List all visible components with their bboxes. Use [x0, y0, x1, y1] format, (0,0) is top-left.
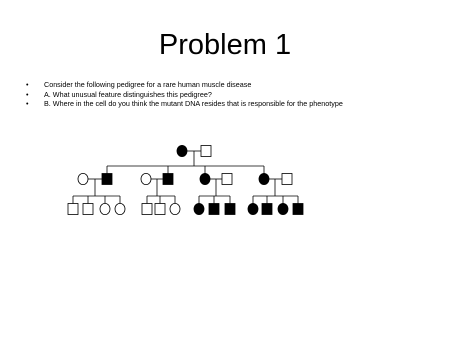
gen3-individual-affected-female-icon — [248, 203, 258, 214]
gen3-individual-affected-male-icon — [262, 204, 272, 215]
gen2-individual-unaffected-male-icon — [222, 174, 232, 185]
gen2-individual-affected-female-icon — [200, 173, 210, 184]
gen2-individual-affected-male-icon — [102, 174, 112, 185]
gen3-individual-affected-female-icon — [278, 203, 288, 214]
slide-title: Problem 1 — [158, 29, 292, 61]
gen3-individual-affected-female-icon — [194, 203, 204, 214]
bullet-text: A. What unusual feature distinguishes this pedigree? — [44, 89, 212, 99]
bullet-text: Consider the following pedigree for a rare human muscle disease — [44, 80, 252, 89]
gen3-individual-affected-male-icon — [209, 204, 219, 215]
gen3-individual-unaffected-male-icon — [83, 204, 93, 215]
bullet-icon: • — [26, 89, 29, 99]
gen2-individual-unaffected-male-icon — [282, 174, 292, 185]
gen3-individual-unaffected-male-icon — [142, 204, 152, 215]
gen3-individual-unaffected-female-icon — [115, 203, 125, 214]
gen3-individual-unaffected-male-icon — [155, 204, 165, 215]
gen2-individual-affected-male-icon — [163, 174, 173, 185]
bullet-icon: • — [26, 80, 29, 89]
gen1-individual-affected-female-icon — [177, 145, 187, 156]
gen3-individual-affected-male-icon — [225, 204, 235, 215]
gen3-individual-affected-male-icon — [293, 204, 303, 215]
gen2-individual-unaffected-female-icon — [78, 173, 88, 184]
gen2-individual-affected-female-icon — [259, 173, 269, 184]
bullet-icon: • — [26, 99, 29, 109]
gen3-individual-unaffected-female-icon — [170, 203, 180, 214]
gen3-individual-unaffected-female-icon — [100, 203, 110, 214]
gen2-individual-unaffected-female-icon — [141, 173, 151, 184]
gen3-individual-unaffected-male-icon — [68, 204, 78, 215]
gen1-individual-unaffected-male-icon — [201, 146, 211, 157]
bullet-text: B. Where in the cell do you think the mutant DNA resides that is responsible for the phenotype — [44, 99, 343, 109]
